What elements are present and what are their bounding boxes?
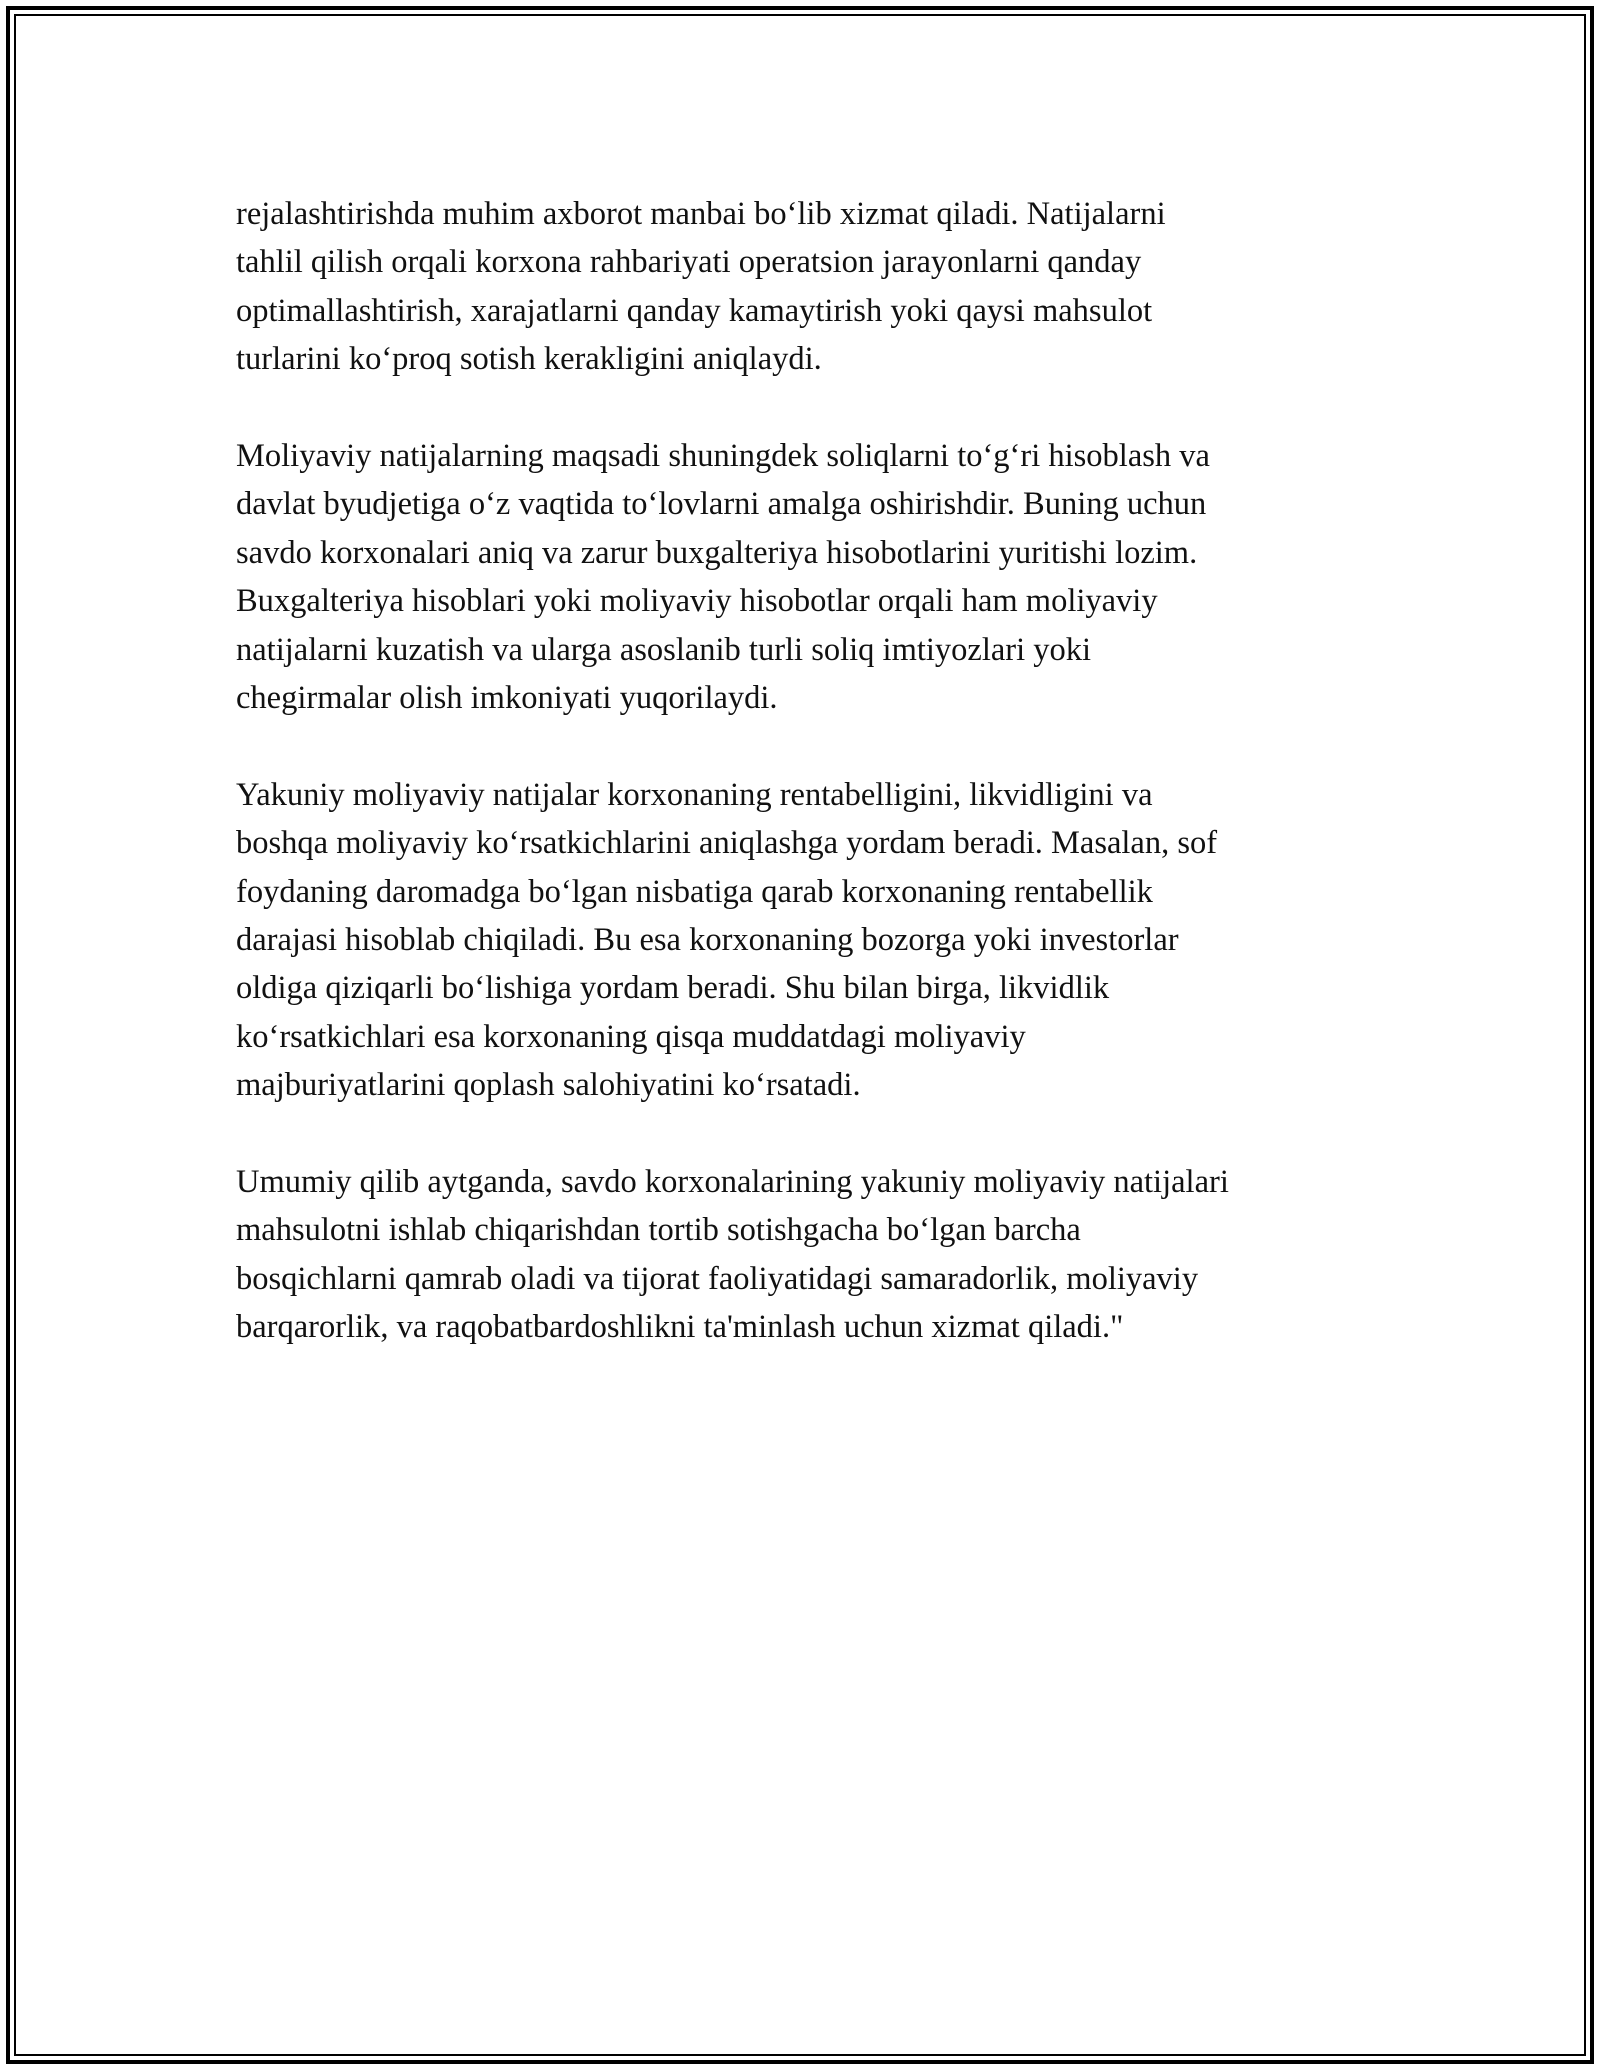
document-body [236,190,1376,1400]
paragraph-4: Umumiy qilib aytganda, savdo korxonalarining yakuniy moliyaviy natijalari mahsulotni ishlab chiqarishdan tortib sotishgacha bo‘lgan barcha bosqichlarni qamrab oladi va tijorat faoliyatidagi samaradorlik, moliyaviy barqarorlik, va raqobatbardoshlikni ta'minlash uchun xizmat qiladi." [236,1164,1229,1346]
paragraph-1: rejalashtirishda muhim axborot manbai bo‘lib xizmat qiladi. Natijalarni tahlil qilish orqali korxona rahbariyati operatsion jarayonlarni qanday optimallashtirish, xarajatlarni qanday kamaytirish yoki qaysi mahsulot turlarini ko‘proq sotish kerakligini aniqlaydi. [236,196,1166,378]
paragraph-2: Moliyaviy natijalarning maqsadi shuningdek soliqlarni to‘g‘ri hisoblash va davlat byudjetiga o‘z vaqtida to‘lovlarni amalga oshirishdir. Buning uchun savdo korxonalari aniq va zarur buxgalteriya hisobotlarini yuritishi lozim. Buxgalteriya hisoblari yoki moliyaviy hisobotlar orqali ham moliyaviy natijalarni kuzatish va ularga asoslanib turli soliq imtiyozlari yoki chegirmalar olish imkoniyati yuqorilaydi. [236,438,1210,717]
paragraph-3: Yakuniy moliyaviy natijalar korxonaning rentabelligini, likvidligini va boshqa moliyaviy ko‘rsatkichlarini aniqlashga yordam beradi. Masalan, sof foydaning daromadga bo‘lgan nisbatiga qarab korxonaning rentabellik darajasi hisoblab chiqiladi. Bu esa korxonaning bozorga yoki investorlar oldiga qiziqarli bo‘lishiga yordam beradi. Shu bilan birga, likvidlik ko‘rsatkichlari esa korxonaning qisqa muddatdagi moliyaviy majburiyatlarini qoplash salohiyatini ko‘rsatadi. [236,776,1218,1104]
